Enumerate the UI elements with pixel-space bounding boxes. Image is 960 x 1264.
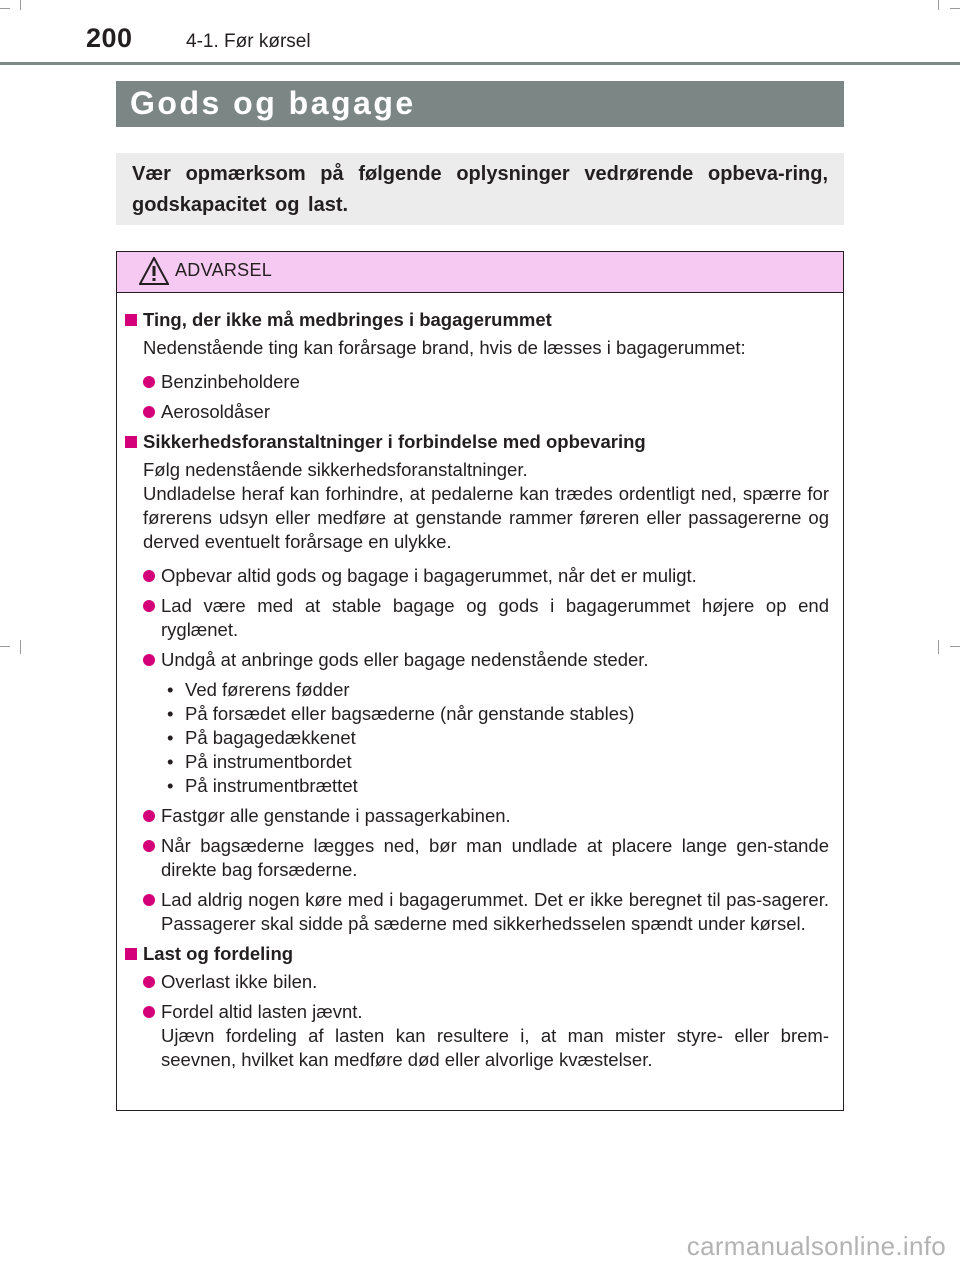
list-item: Benzinbeholdere (125, 370, 829, 394)
sub-list-item: • På forsædet eller bagsæderne (når genstande stables) (167, 703, 635, 724)
list-item: Opbevar altid gods og bagage i bagagerummet, når det er muligt. (125, 564, 829, 588)
warning-label: ADVARSEL (175, 260, 273, 280)
list-item: Overlast ikke bilen. (125, 970, 829, 994)
page-header (0, 0, 960, 66)
page-number: 200 (86, 23, 133, 53)
intro-box: Vær opmærksom på følgende oplysninger vedrørende opbeva-ring, godskapacitet og last. (116, 153, 844, 225)
warning-heading-3: Last og fordeling (125, 942, 829, 966)
circle-bullet-icon (143, 376, 155, 388)
square-bullet-icon (125, 314, 137, 326)
circle-bullet-icon (143, 1006, 155, 1018)
crop-mark-mid-right-v (938, 640, 939, 654)
crop-mark-mid-left (0, 646, 10, 647)
warning-header (117, 252, 843, 293)
circle-bullet-icon (143, 570, 155, 582)
list-item: Fastgør alle genstande i passagerkabinen. (125, 804, 829, 828)
warning-box (116, 251, 844, 1111)
circle-bullet-icon (143, 810, 155, 822)
crop-mark-mid-right (950, 646, 960, 647)
warning-heading-2: Sikkerhedsforanstaltninger i forbindelse med opbevaring (125, 430, 829, 454)
paragraph: Nedenstående ting kan forårsage brand, hvis de læsses i bagagerummet: (143, 337, 746, 358)
square-bullet-icon (125, 948, 137, 960)
sub-list-item: • På instrumentbordet (167, 751, 352, 772)
paragraph: Undladelse heraf kan forhindre, at pedalerne kan trædes ordentligt ned, spærre for førerens udsyn eller medføre at genstande rammer føreren eller passagererne og derved eventuelt forårsage en ulykke. (143, 483, 829, 552)
watermark: carmanualsonline.info (686, 1231, 946, 1261)
list-item: Lad aldrig nogen køre med i bagagerummet. Det er ikke beregnet til pas-sagerer. Passagerer skal sidde på sæderne med sikkerhedsselen spændt under kørsel. (125, 888, 829, 936)
sub-list-item: • På instrumentbrættet (167, 775, 358, 796)
sub-list-item: • På bagagedækkenet (167, 727, 356, 748)
circle-bullet-icon (143, 840, 155, 852)
warning-triangle-icon (139, 257, 169, 285)
list-item: Fordel altid lasten jævnt. Ujævn fordeling af lasten kan resultere i, at man mister styre- eller brem-seevnen, hvilket kan medføre død eller alvorlige kvæstelser. (125, 1000, 829, 1072)
list-item: Aerosoldåser (125, 400, 829, 424)
list-item: Lad være med at stable bagage og gods i bagagerummet højere op end ryglænet. (125, 594, 829, 642)
page-title: Gods og bagage (130, 85, 416, 121)
circle-bullet-icon (143, 600, 155, 612)
header-rule (0, 62, 960, 65)
circle-bullet-icon (143, 894, 155, 906)
sub-list-item: • Ved førerens fødder (167, 679, 350, 700)
warning-heading-1: Ting, der ikke må medbringes i bagagerummet (125, 308, 829, 332)
title-bar (116, 81, 844, 127)
list-item: Undgå at anbringe gods eller bagage nedenstående steder. (125, 648, 829, 672)
circle-bullet-icon (143, 976, 155, 988)
paragraph: Følg nedenstående sikkerhedsforanstaltninger. (143, 459, 528, 480)
circle-bullet-icon (143, 406, 155, 418)
section-label: 4-1. Før kørsel (186, 31, 311, 52)
circle-bullet-icon (143, 654, 155, 666)
warning-body (117, 293, 843, 1072)
list-item: Når bagsæderne lægges ned, bør man undlade at placere lange gen-stande direkte bag forsæderne. (125, 834, 829, 882)
crop-mark-mid-left-v (20, 640, 21, 654)
square-bullet-icon (125, 436, 137, 448)
